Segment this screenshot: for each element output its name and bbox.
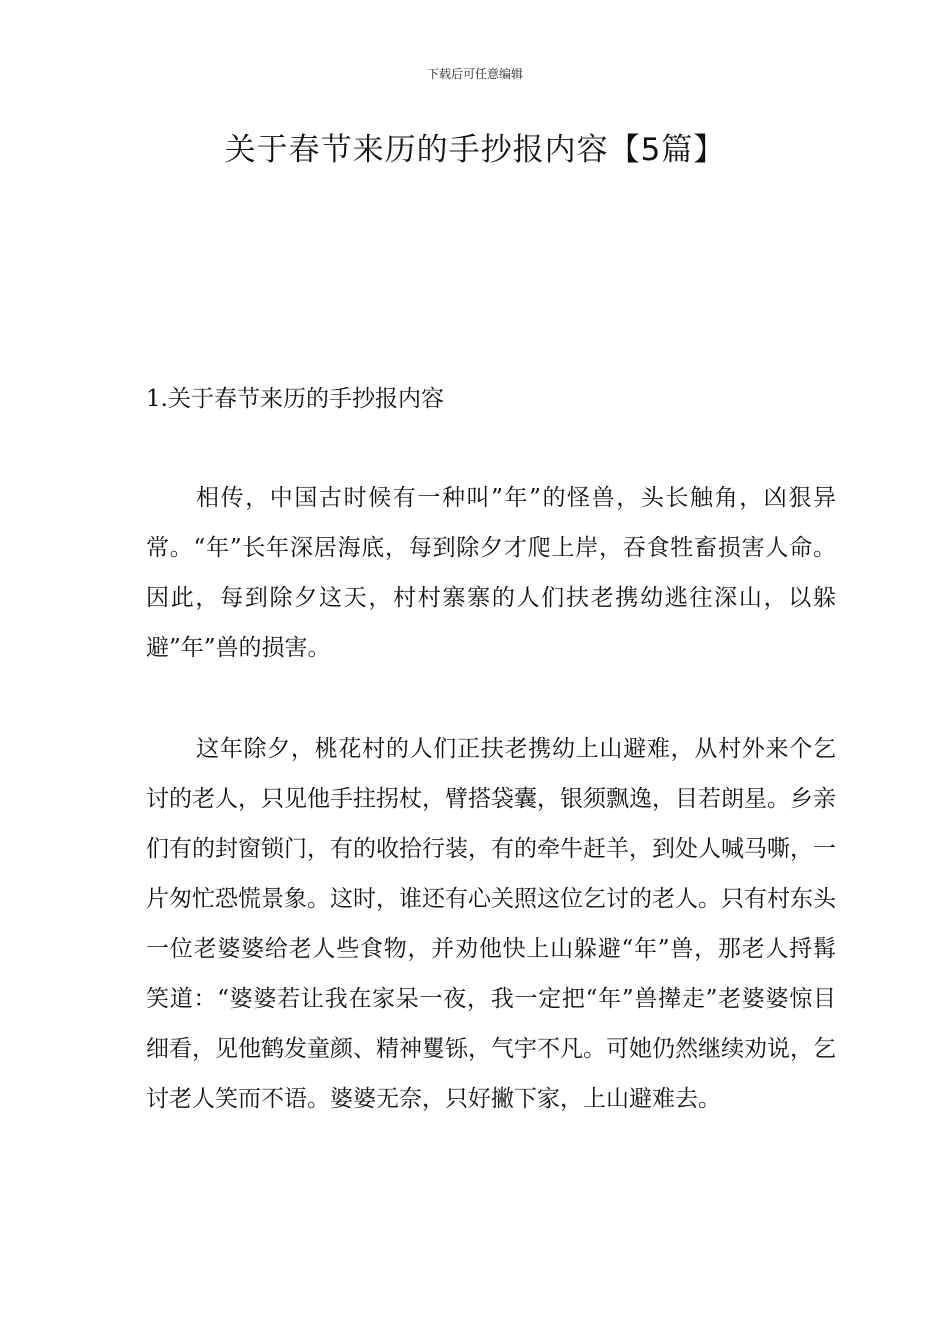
document-title: 关于春节来历的手抄报内容【5篇】 (224, 132, 726, 168)
section-heading: 1.关于春节来历的手抄报内容 (146, 386, 444, 412)
header-note: 下载后可任意编辑 (426, 67, 523, 81)
paragraph-1: 相传，中国古时候有一种叫”年”的怪兽，头长触角，凶狠异常。“年”长年深居海底，每到除夕才爬上岸，吞食牲畜损害人命。因此，每到除夕这天，村村寨寨的人们扶老携幼逃往深山，以躲避”年”兽的损害。 (146, 485, 836, 661)
paragraph-2: 这年除夕，桃花村的人们正扶老携幼上山避难，从村外来个乞讨的老人，只见他手拄拐杖，臂搭袋囊，银须飘逸，目若朗星。乡亲们有的封窗锁门，有的收拾行装，有的牵牛赶羊，到处人喊马嘶，一片匆忙恐慌景象。这时，谁还有心关照这位乞讨的老人。只有村东头一位老婆婆给老人些食物，并劝他快上山躲避“年”兽，那老人捋髯笑道：“婆婆若让我在家呆一夜，我一定把“年”兽撵走”老婆婆惊目细看，见他鹤发童颜、精神矍铄，气宇不凡。可她仍然继续劝说，乞讨老人笑而不语。婆婆无奈，只好撇下家，上山避难去。 (146, 736, 836, 1112)
